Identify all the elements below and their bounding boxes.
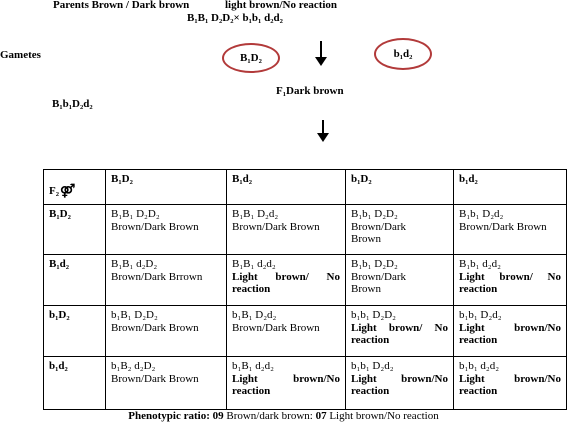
table-row [44, 357, 567, 410]
column-header-3: b₁D₂ [346, 170, 454, 205]
genotype: b₁B₁ d₂d₂ [232, 360, 274, 372]
phenotype: Brown/Dark Brown [111, 372, 199, 385]
phenotype: Brown/Dark Brown [111, 220, 199, 233]
cell-r4-c2 [227, 357, 346, 410]
cell-r1-c4 [454, 205, 567, 255]
cell-r3-c2 [227, 306, 346, 357]
genotype: B₁B₁ d₂D₂ [111, 258, 158, 270]
phenotype: Brown/Dark Brown [111, 321, 199, 334]
genotype: b₁b₁ d₂d₂ [459, 360, 500, 372]
down-arrow-icon-2 [317, 120, 329, 142]
phenotype: Light brown/No reaction [459, 372, 561, 397]
genotype: b₁b₁ D₂d₂ [459, 309, 502, 321]
f2-label: F₂ [49, 184, 60, 197]
genotype: B₁b₁ d₂d₂ [459, 258, 501, 270]
gamete-ellipse-2 [374, 38, 432, 70]
punnett-square [43, 169, 567, 410]
cell-r2-c1 [106, 255, 227, 306]
gamete-ellipse-1 [222, 43, 280, 73]
header-row [44, 170, 567, 205]
phenotype: Light brown/ No reaction [351, 321, 448, 346]
phenotype: Light brown/No reaction [459, 321, 561, 346]
phenotypic-ratio [0, 410, 567, 422]
column-header-2: B₁d₂ [227, 170, 346, 205]
genotype: B₁b₁ D₂d₂ [459, 208, 504, 220]
row-header-1: B₁D₂ [44, 205, 106, 255]
corner-cell [44, 170, 106, 205]
cell-r1-c3 [346, 205, 454, 255]
genotype: b₁b₁ D₂d₂ [351, 360, 394, 372]
row-header-4: b₁d₂ [44, 357, 106, 410]
phenotype: Brown/Dark Brown [232, 220, 320, 233]
gamete-2-label: b₁d₂ [393, 48, 413, 60]
gametes-label: Gametes [0, 49, 41, 61]
cell-r3-c4 [454, 306, 567, 357]
column-header-1: B₁D₂ [106, 170, 227, 205]
f1-label: F₁Dark brown [276, 85, 344, 97]
phenotype: Brown/Dark Brown [232, 321, 320, 334]
parents-label: Parents Brown / Dark brown [53, 0, 190, 11]
cell-r4-c1 [106, 357, 227, 410]
down-arrow-icon-1 [315, 41, 327, 66]
cell-r2-c2 [227, 255, 346, 306]
gamete-1-label: B₁D₂ [240, 52, 262, 64]
phenotype: Brown/Dark Brown [351, 220, 406, 245]
genotype: b₁b₁ D₂D₂ [351, 309, 396, 321]
row-header-2: B₁d₂ [44, 255, 106, 306]
ratio-light-text: Light brown/No reaction [329, 410, 439, 422]
column-header-4: b₁d₂ [454, 170, 567, 205]
ratio-brown-text: Brown/dark brown: [226, 410, 313, 422]
row-header-3: b₁D₂ [44, 306, 106, 357]
cross-symbol-icon: ⚤ [60, 182, 76, 198]
phenotype: Light brown/No reaction [232, 372, 340, 397]
phenotype: Brown/Dark Brrown [111, 270, 203, 283]
parent2-phenotype: light brown/No reaction [225, 0, 338, 11]
phenotype: Brown/Dark Brown [351, 270, 406, 295]
genotype: B₁B₁ D₂d₂ [232, 208, 279, 220]
phenotype: Light brown/ No reaction [459, 270, 561, 295]
cell-r2-c3 [346, 255, 454, 306]
phenotype: Light brown/No reaction [351, 372, 448, 397]
table-row [44, 306, 567, 357]
genotype: B₁b₁ D₂D₂ [351, 258, 398, 270]
cell-r4-c4 [454, 357, 567, 410]
ratio-brown-count: 09 [212, 410, 224, 422]
parent-cross: B₁B₁ D₂D₂× b₁b₁ d₂d₂ [187, 12, 283, 24]
genotype: B₁b₁ D₂D₂ [351, 208, 398, 220]
cell-r4-c3 [346, 357, 454, 410]
table-row [44, 205, 567, 255]
cell-r1-c2 [227, 205, 346, 255]
cell-r1-c1 [106, 205, 227, 255]
cell-r3-c1 [106, 306, 227, 357]
genotype: b₁B₁ D₂d₂ [232, 309, 277, 321]
f1-genotype: B₁b₁D₂d₂ [52, 98, 93, 110]
table-row [44, 255, 567, 306]
ratio-label: Phenotypic ratio: [128, 410, 210, 422]
ratio-light-count: 07 [315, 410, 327, 422]
phenotype: Brown/Dark Brown [459, 220, 547, 233]
genotype: B₁B₁ D₂D₂ [111, 208, 160, 220]
cell-r3-c3 [346, 306, 454, 357]
genotype: b₁B₂ d₂D₂ [111, 360, 156, 372]
genotype: b₁B₁ D₂D₂ [111, 309, 158, 321]
genotype: B₁B₁ d₂d₂ [232, 258, 276, 270]
cell-r2-c4 [454, 255, 567, 306]
phenotype: Light brown/ No reaction [232, 270, 340, 295]
